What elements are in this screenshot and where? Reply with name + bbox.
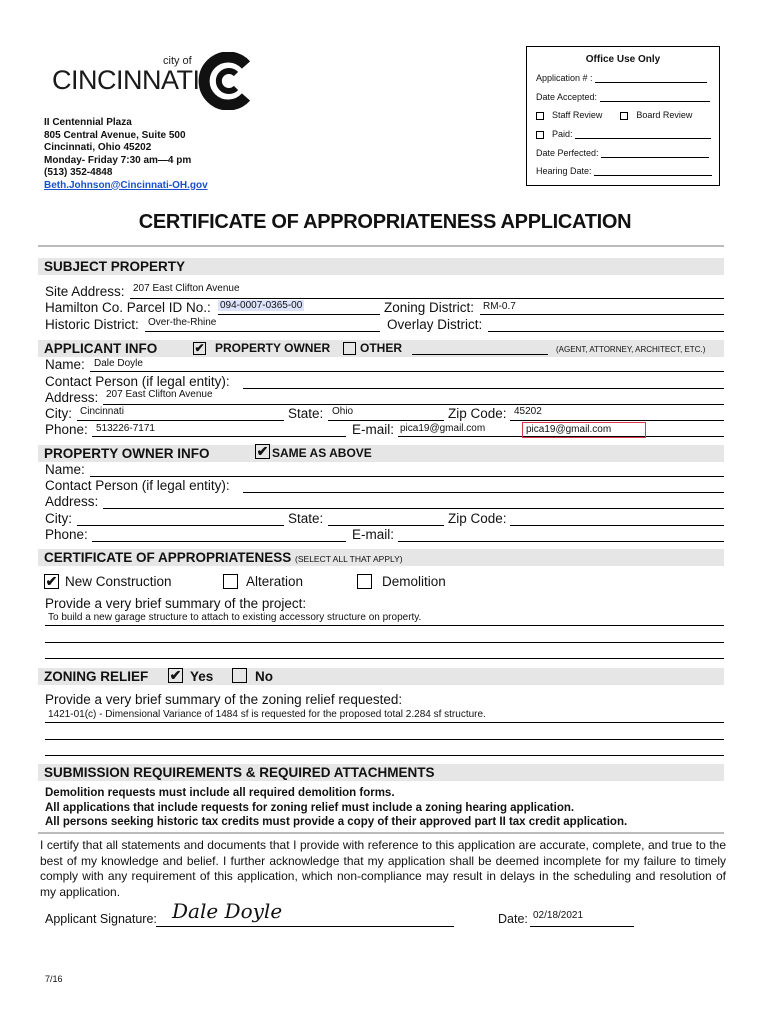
hearing-date-row: Hearing Date:: [536, 166, 712, 176]
zoning-district-field[interactable]: RM-0.7: [483, 301, 516, 312]
property-owner-header: PROPERTY OWNER INFO: [38, 445, 724, 462]
owner-zip-line: [510, 525, 724, 526]
property-owner-checkbox[interactable]: ✔: [194, 341, 205, 355]
city-logo: [52, 52, 257, 112]
title-rule: [38, 245, 724, 247]
applicant-city-field[interactable]: Cincinnati: [80, 406, 124, 417]
new-construction-checkbox[interactable]: ✔: [45, 573, 58, 589]
parcel-id-label: Hamilton Co. Parcel ID No.:: [45, 300, 211, 315]
form-title: CERTIFICATE OF APPROPRIATENESS APPLICATION: [138, 211, 632, 233]
zoning-summary-line-2: [45, 739, 724, 740]
applicant-name-field[interactable]: Dale Doyle: [94, 358, 143, 369]
zoning-yes-label: Yes: [190, 669, 214, 684]
signature-line: [156, 926, 454, 927]
parcel-id-line: [218, 314, 380, 315]
zoning-no-label: No: [255, 669, 273, 684]
project-summary-field[interactable]: To build a new garage structure to attach to existing accessory structure on property.: [48, 612, 422, 623]
historic-district-label: Historic District:: [45, 317, 139, 332]
applicant-signature[interactable]: Dale Doyle: [172, 899, 283, 923]
same-as-above-checkbox[interactable]: ✔: [256, 443, 269, 459]
applicant-phone-field[interactable]: 513226-7171: [96, 423, 155, 434]
signature-label: Applicant Signature:: [45, 912, 157, 926]
owner-name-line: [90, 476, 724, 477]
address-line-3: Cincinnati, Ohio 45202: [44, 142, 152, 153]
zoning-summary-line-3: [45, 755, 724, 756]
office-address: [44, 117, 208, 192]
applicant-address-field[interactable]: 207 East Clifton Avenue: [106, 389, 213, 400]
zoning-district-line: [480, 314, 724, 315]
cincinnati-c-icon: [198, 52, 254, 110]
office-use-box: [526, 46, 720, 186]
date-accepted-row: Date Accepted:: [536, 92, 710, 102]
alteration-label: Alteration: [246, 574, 304, 589]
applicant-info-header: APPLICANT INFO: [38, 340, 724, 357]
applicant-name-line: [90, 371, 724, 372]
owner-email-line: [398, 541, 724, 542]
applicant-state-line: [328, 420, 444, 421]
logo-city-name: CINCINNATI: [52, 65, 200, 95]
zoning-summary-label: Provide a very brief summary of the zoning relief requested:: [45, 692, 403, 707]
certification-text: I certify that all statements and documents that I provide with reference to this application are accurate, complete, and true to the best of my knowledge and belief. I further acknowledge that my application shall be deemed incomplete for my failure to timely comply with any requirement of this application, which non-compliance may result in delays in the scheduling and resolution of my application.: [40, 838, 726, 899]
applicant-contact-line: [243, 388, 724, 389]
address-line-1: II Centennial Plaza: [44, 117, 132, 128]
applicant-contact-label: Contact Person (if legal entity):: [45, 374, 230, 389]
applicant-state-label: State:: [288, 406, 324, 421]
zoning-summary-line-1: [45, 722, 724, 723]
paid-checkbox[interactable]: [536, 131, 544, 139]
owner-state-line: [328, 525, 444, 526]
property-owner-label: PROPERTY OWNER: [215, 341, 331, 355]
historic-district-field[interactable]: Over-the-Rhine: [148, 317, 217, 328]
owner-phone-label: Phone:: [45, 527, 88, 542]
site-address-field[interactable]: 207 East Clifton Avenue: [133, 283, 240, 294]
historic-district-line: [145, 331, 380, 332]
new-construction-label: New Construction: [65, 574, 172, 589]
applicant-email-field[interactable]: pica19@gmail.com: [400, 423, 486, 434]
zoning-no-checkbox[interactable]: [232, 668, 247, 683]
address-line-5: (513) 352-4848: [44, 167, 113, 178]
overlay-district-line: [488, 331, 724, 332]
alteration-checkbox[interactable]: [223, 574, 238, 589]
applicant-address-line: [103, 404, 724, 405]
applicant-zip-label: Zip Code:: [448, 406, 507, 421]
applicant-city-line: [77, 420, 284, 421]
applicant-address-label: Address:: [45, 390, 99, 405]
zoning-yes-checkbox[interactable]: ✔: [169, 667, 182, 683]
owner-zip-label: Zip Code:: [448, 511, 507, 526]
address-line-4: Monday- Friday 7:30 am—4 pm: [44, 154, 192, 166]
requirement-tax-credit: All persons seeking historic tax credits must provide a copy of their approved part II tax credit application.: [45, 816, 628, 828]
demolition-label: Demolition: [382, 574, 446, 589]
requirement-zoning: All applications that include requests for zoning relief must include a zoning hearing application.: [45, 801, 575, 814]
applicant-zip-field[interactable]: 45202: [514, 406, 542, 417]
date-line: [530, 926, 634, 927]
overlay-district-label: Overlay District:: [387, 317, 483, 332]
owner-contact-line: [243, 492, 724, 493]
coa-header: CERTIFICATE OF APPROPRIATENESS (SELECT ALL THAT APPLY): [38, 549, 724, 566]
signature-date-field[interactable]: 02/18/2021: [533, 910, 584, 921]
date-label: Date:: [498, 912, 528, 926]
project-summary-line-3: [45, 658, 724, 659]
staff-review-checkbox[interactable]: [536, 112, 544, 120]
project-summary-label: Provide a very brief summary of the project:: [45, 596, 307, 611]
other-label: OTHER: [360, 341, 402, 355]
site-address-label: Site Address:: [45, 284, 125, 299]
submission-requirements: [45, 786, 627, 830]
site-address-line: [130, 298, 724, 299]
other-line: [412, 354, 548, 355]
paid-row: Paid:: [536, 129, 711, 139]
owner-phone-line: [92, 541, 346, 542]
other-checkbox[interactable]: [343, 342, 356, 355]
owner-contact-label: Contact Person (if legal entity):: [45, 478, 230, 493]
same-as-above-label: SAME AS ABOVE: [272, 446, 372, 460]
owner-address-label: Address:: [45, 494, 99, 509]
zoning-district-label: Zoning District:: [384, 300, 475, 315]
date-perfected-row: Date Perfected:: [536, 148, 709, 158]
applicant-name-label: Name:: [45, 357, 85, 372]
owner-state-label: State:: [288, 511, 324, 526]
parcel-id-field[interactable]: 094-0007-0365-00: [220, 300, 303, 311]
owner-city-label: City:: [45, 511, 72, 526]
applicant-phone-label: Phone:: [45, 422, 88, 437]
owner-address-line: [103, 508, 724, 509]
address-line-2: 805 Central Avenue, Suite 500: [44, 129, 186, 141]
submission-header: SUBMISSION REQUIREMENTS & REQUIRED ATTACHMENTS: [38, 764, 724, 781]
applicant-email-label: E-mail:: [352, 422, 395, 437]
requirement-demolition: Demolition requests must include all required demolition forms.: [45, 787, 395, 799]
applicant-zip-line: [510, 420, 724, 421]
other-note: (AGENT, ATTORNEY, ARCHITECT, ETC.): [556, 345, 706, 354]
email-highlight-box[interactable]: [522, 422, 646, 438]
contact-email-link[interactable]: Beth.Johnson@Cincinnati-OH.gov: [44, 179, 208, 191]
demolition-checkbox[interactable]: [357, 574, 372, 589]
subject-property-header: SUBJECT PROPERTY: [38, 258, 724, 275]
coa-header-note: (SELECT ALL THAT APPLY): [295, 554, 403, 564]
logo-city-of: city of: [163, 55, 192, 67]
owner-email-label: E-mail:: [352, 527, 395, 542]
review-row: Staff Review Board Review: [536, 110, 692, 120]
applicant-city-label: City:: [45, 406, 72, 421]
project-summary-line-1: [45, 625, 724, 626]
submission-rule: [38, 832, 724, 834]
owner-name-label: Name:: [45, 462, 85, 477]
owner-city-line: [77, 525, 284, 526]
form-version: 7/16: [45, 974, 63, 984]
application-number-row: Application # :: [536, 73, 707, 83]
email-highlight-text: pica19@gmail.com: [526, 424, 612, 435]
zoning-summary-field[interactable]: 1421-01(c) - Dimensional Variance of 1484 sf is requested for the proposed total 2.284 sf structure.: [48, 709, 486, 720]
board-review-checkbox[interactable]: [620, 112, 628, 120]
project-summary-line-2: [45, 642, 724, 643]
office-use-title: Office Use Only: [585, 54, 661, 65]
zoning-relief-header: ZONING RELIEF: [38, 668, 724, 685]
applicant-state-field[interactable]: Ohio: [332, 406, 354, 417]
applicant-phone-line: [92, 436, 346, 437]
